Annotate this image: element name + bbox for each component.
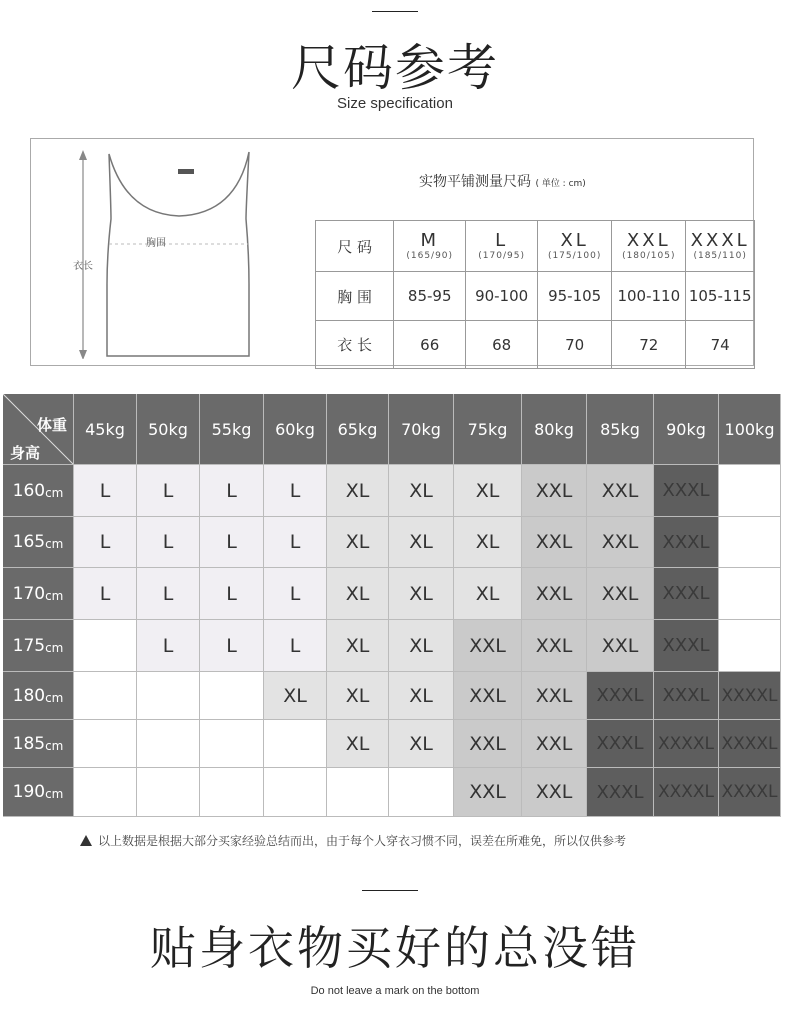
size-cell: L xyxy=(137,517,199,567)
size-cell xyxy=(137,768,199,816)
size-cell xyxy=(719,568,780,619)
height-value: 180 xyxy=(12,685,46,706)
chest-value: 90-100 xyxy=(466,272,538,321)
size-col-xxl xyxy=(612,221,686,272)
size-range: (180/105) xyxy=(622,251,676,261)
weight-header-cell: 50kg xyxy=(137,394,199,464)
size-cell: XXL xyxy=(522,620,586,671)
height-header-cell xyxy=(3,768,73,816)
length-value: 68 xyxy=(466,321,538,369)
length-value: 72 xyxy=(612,321,686,369)
size-cell: XXXL xyxy=(587,768,653,816)
disclaimer-text: 以上数据是根据大部分买家经验总结而出，由于每个人穿衣习惯不同，误差在所难免，所以仅供参考 xyxy=(98,834,627,848)
weight-header-cell: 65kg xyxy=(327,394,388,464)
row-label-chest: 胸 围 xyxy=(316,272,394,321)
spec-table xyxy=(315,220,755,369)
size-cell xyxy=(200,720,263,767)
chest-value: 95-105 xyxy=(538,272,612,321)
size-cell: XXL xyxy=(522,672,586,719)
size-col-l xyxy=(466,221,538,272)
size-cell xyxy=(74,620,136,671)
size-cell xyxy=(264,720,326,767)
measurement-panel xyxy=(30,138,754,366)
chest-value: 85-95 xyxy=(394,272,466,321)
size-cell: L xyxy=(200,568,263,619)
size-cell xyxy=(74,768,136,816)
size-col-xxxl xyxy=(686,221,755,272)
size-cell: L xyxy=(137,568,199,619)
size-cell: XXL xyxy=(522,465,586,516)
size-name: L xyxy=(495,230,509,251)
size-cell: L xyxy=(74,568,136,619)
size-name: XXL xyxy=(626,230,671,251)
size-cell xyxy=(389,768,453,816)
height-unit: cm xyxy=(45,738,64,753)
size-cell: XXXL xyxy=(654,465,718,516)
size-cell: XXL xyxy=(522,517,586,567)
weight-header-cell: 100kg xyxy=(719,394,780,464)
size-cell xyxy=(719,465,780,516)
size-cell xyxy=(264,768,326,816)
row-label-length: 衣 长 xyxy=(316,321,394,369)
size-range: (170/95) xyxy=(478,251,525,261)
weight-header-cell: 80kg xyxy=(522,394,586,464)
size-cell xyxy=(719,517,780,567)
row-label-size: 尺 码 xyxy=(316,221,394,272)
length-label: 衣长 xyxy=(73,261,93,272)
size-cell: L xyxy=(200,620,263,671)
weight-header-cell: 90kg xyxy=(654,394,718,464)
height-unit: cm xyxy=(45,588,64,603)
size-cell: XL xyxy=(454,465,521,516)
length-value: 70 xyxy=(538,321,612,369)
size-recommendation-grid xyxy=(3,394,781,817)
size-cell: XL xyxy=(327,465,388,516)
page-title: 尺码参考 xyxy=(291,39,499,97)
spec-table-title-text: 实物平铺测量尺码 xyxy=(419,174,531,190)
size-cell: XL xyxy=(389,672,453,719)
weight-header-cell: 45kg xyxy=(74,394,136,464)
height-header-cell xyxy=(3,465,73,516)
size-cell: XXXXL xyxy=(654,720,718,767)
size-cell: XL xyxy=(454,517,521,567)
size-cell: XXL xyxy=(587,465,653,516)
height-value: 185 xyxy=(12,733,46,754)
height-unit: cm xyxy=(45,787,64,801)
tank-top-diagram xyxy=(71,144,271,359)
size-cell: XL xyxy=(389,517,453,567)
size-cell: XXL xyxy=(587,620,653,671)
size-cell: XXL xyxy=(454,672,521,719)
weight-header-cell: 55kg xyxy=(200,394,263,464)
size-cell xyxy=(200,672,263,719)
size-cell: XXXL xyxy=(587,720,653,767)
chest-label: 胸围 xyxy=(146,238,166,249)
warning-icon xyxy=(80,835,92,846)
size-cell: XL xyxy=(327,517,388,567)
size-cell: L xyxy=(264,465,326,516)
size-cell: L xyxy=(200,465,263,516)
size-cell: XXXL xyxy=(587,672,653,719)
height-unit: cm xyxy=(45,690,64,705)
size-cell: XXL xyxy=(522,568,586,619)
size-cell: L xyxy=(264,568,326,619)
size-cell xyxy=(137,672,199,719)
weight-header-cell: 85kg xyxy=(587,394,653,464)
height-value: 165 xyxy=(12,532,46,552)
height-header-cell xyxy=(3,672,73,719)
size-cell: XL xyxy=(327,672,388,719)
size-cell xyxy=(74,672,136,719)
bottom-divider xyxy=(362,890,418,891)
size-cell: L xyxy=(74,465,136,516)
size-cell: XXL xyxy=(454,768,521,816)
weight-header-cell: 60kg xyxy=(264,394,326,464)
size-cell: XL xyxy=(327,720,388,767)
size-cell xyxy=(200,768,263,816)
size-range: (185/110) xyxy=(693,251,747,261)
size-cell: XXXXL xyxy=(719,672,780,719)
weight-header-cell: 75kg xyxy=(454,394,521,464)
size-cell: L xyxy=(137,620,199,671)
corner-weight-label: 体重 xyxy=(36,416,67,434)
size-cell xyxy=(719,620,780,671)
size-cell: XXL xyxy=(587,568,653,619)
size-cell: XXXL xyxy=(654,672,718,719)
size-cell: XL xyxy=(327,568,388,619)
height-header-cell xyxy=(3,517,73,567)
length-value: 66 xyxy=(394,321,466,369)
slogan: 贴身衣物买好的总没错 xyxy=(150,921,640,975)
height-unit: cm xyxy=(45,640,64,655)
size-name: XXXL xyxy=(690,230,750,251)
size-cell: XXXL xyxy=(654,568,718,619)
size-cell: XXXL xyxy=(654,517,718,567)
size-cell: L xyxy=(264,620,326,671)
size-cell: XL xyxy=(264,672,326,719)
size-cell: XXXXL xyxy=(654,768,718,816)
size-cell xyxy=(137,720,199,767)
size-cell: XXL xyxy=(587,517,653,567)
height-value: 160 xyxy=(12,480,46,501)
size-col-m xyxy=(394,221,466,272)
size-name: XL xyxy=(560,230,589,251)
page-subtitle: Size specification xyxy=(337,95,453,112)
height-header-cell xyxy=(3,620,73,671)
size-cell: XXL xyxy=(522,720,586,767)
size-cell: XL xyxy=(327,620,388,671)
size-cell: XXL xyxy=(454,620,521,671)
size-cell: XL xyxy=(389,568,453,619)
top-divider xyxy=(372,11,418,12)
size-cell: L xyxy=(74,517,136,567)
size-cell: L xyxy=(137,465,199,516)
height-value: 190 xyxy=(12,782,46,802)
size-cell: XXL xyxy=(454,720,521,767)
height-unit: cm xyxy=(45,537,64,551)
size-cell: L xyxy=(200,517,263,567)
corner-height-label: 身高 xyxy=(10,444,41,462)
size-cell xyxy=(74,720,136,767)
height-unit: cm xyxy=(45,485,64,500)
weight-header-cell: 70kg xyxy=(389,394,453,464)
size-cell: XXXXL xyxy=(719,720,780,767)
size-range: (165/90) xyxy=(406,251,454,261)
size-cell: XXXXL xyxy=(719,768,780,816)
length-value: 74 xyxy=(686,321,755,369)
size-cell: XL xyxy=(389,620,453,671)
size-cell: XXL xyxy=(522,768,586,816)
size-cell: XXXL xyxy=(654,620,718,671)
grid-corner-cell xyxy=(3,394,73,464)
size-name: M xyxy=(420,230,439,251)
height-header-cell xyxy=(3,568,73,619)
height-header-cell xyxy=(3,720,73,767)
size-cell: XL xyxy=(389,465,453,516)
size-cell xyxy=(327,768,388,816)
size-range: (175/100) xyxy=(547,251,602,261)
height-value: 170 xyxy=(12,583,46,604)
spec-table-unit: ( 单位 : cm) xyxy=(535,179,586,189)
chest-value: 105-115 xyxy=(686,272,755,321)
tagline: Do not leave a mark on the bottom xyxy=(310,985,480,997)
chest-value: 100-110 xyxy=(612,272,686,321)
spec-table-title xyxy=(419,171,586,191)
size-cell: XL xyxy=(454,568,521,619)
disclaimer-note xyxy=(80,832,780,849)
size-cell: L xyxy=(264,517,326,567)
height-value: 175 xyxy=(12,635,46,656)
size-col-xl xyxy=(538,221,612,272)
size-cell: XL xyxy=(389,720,453,767)
